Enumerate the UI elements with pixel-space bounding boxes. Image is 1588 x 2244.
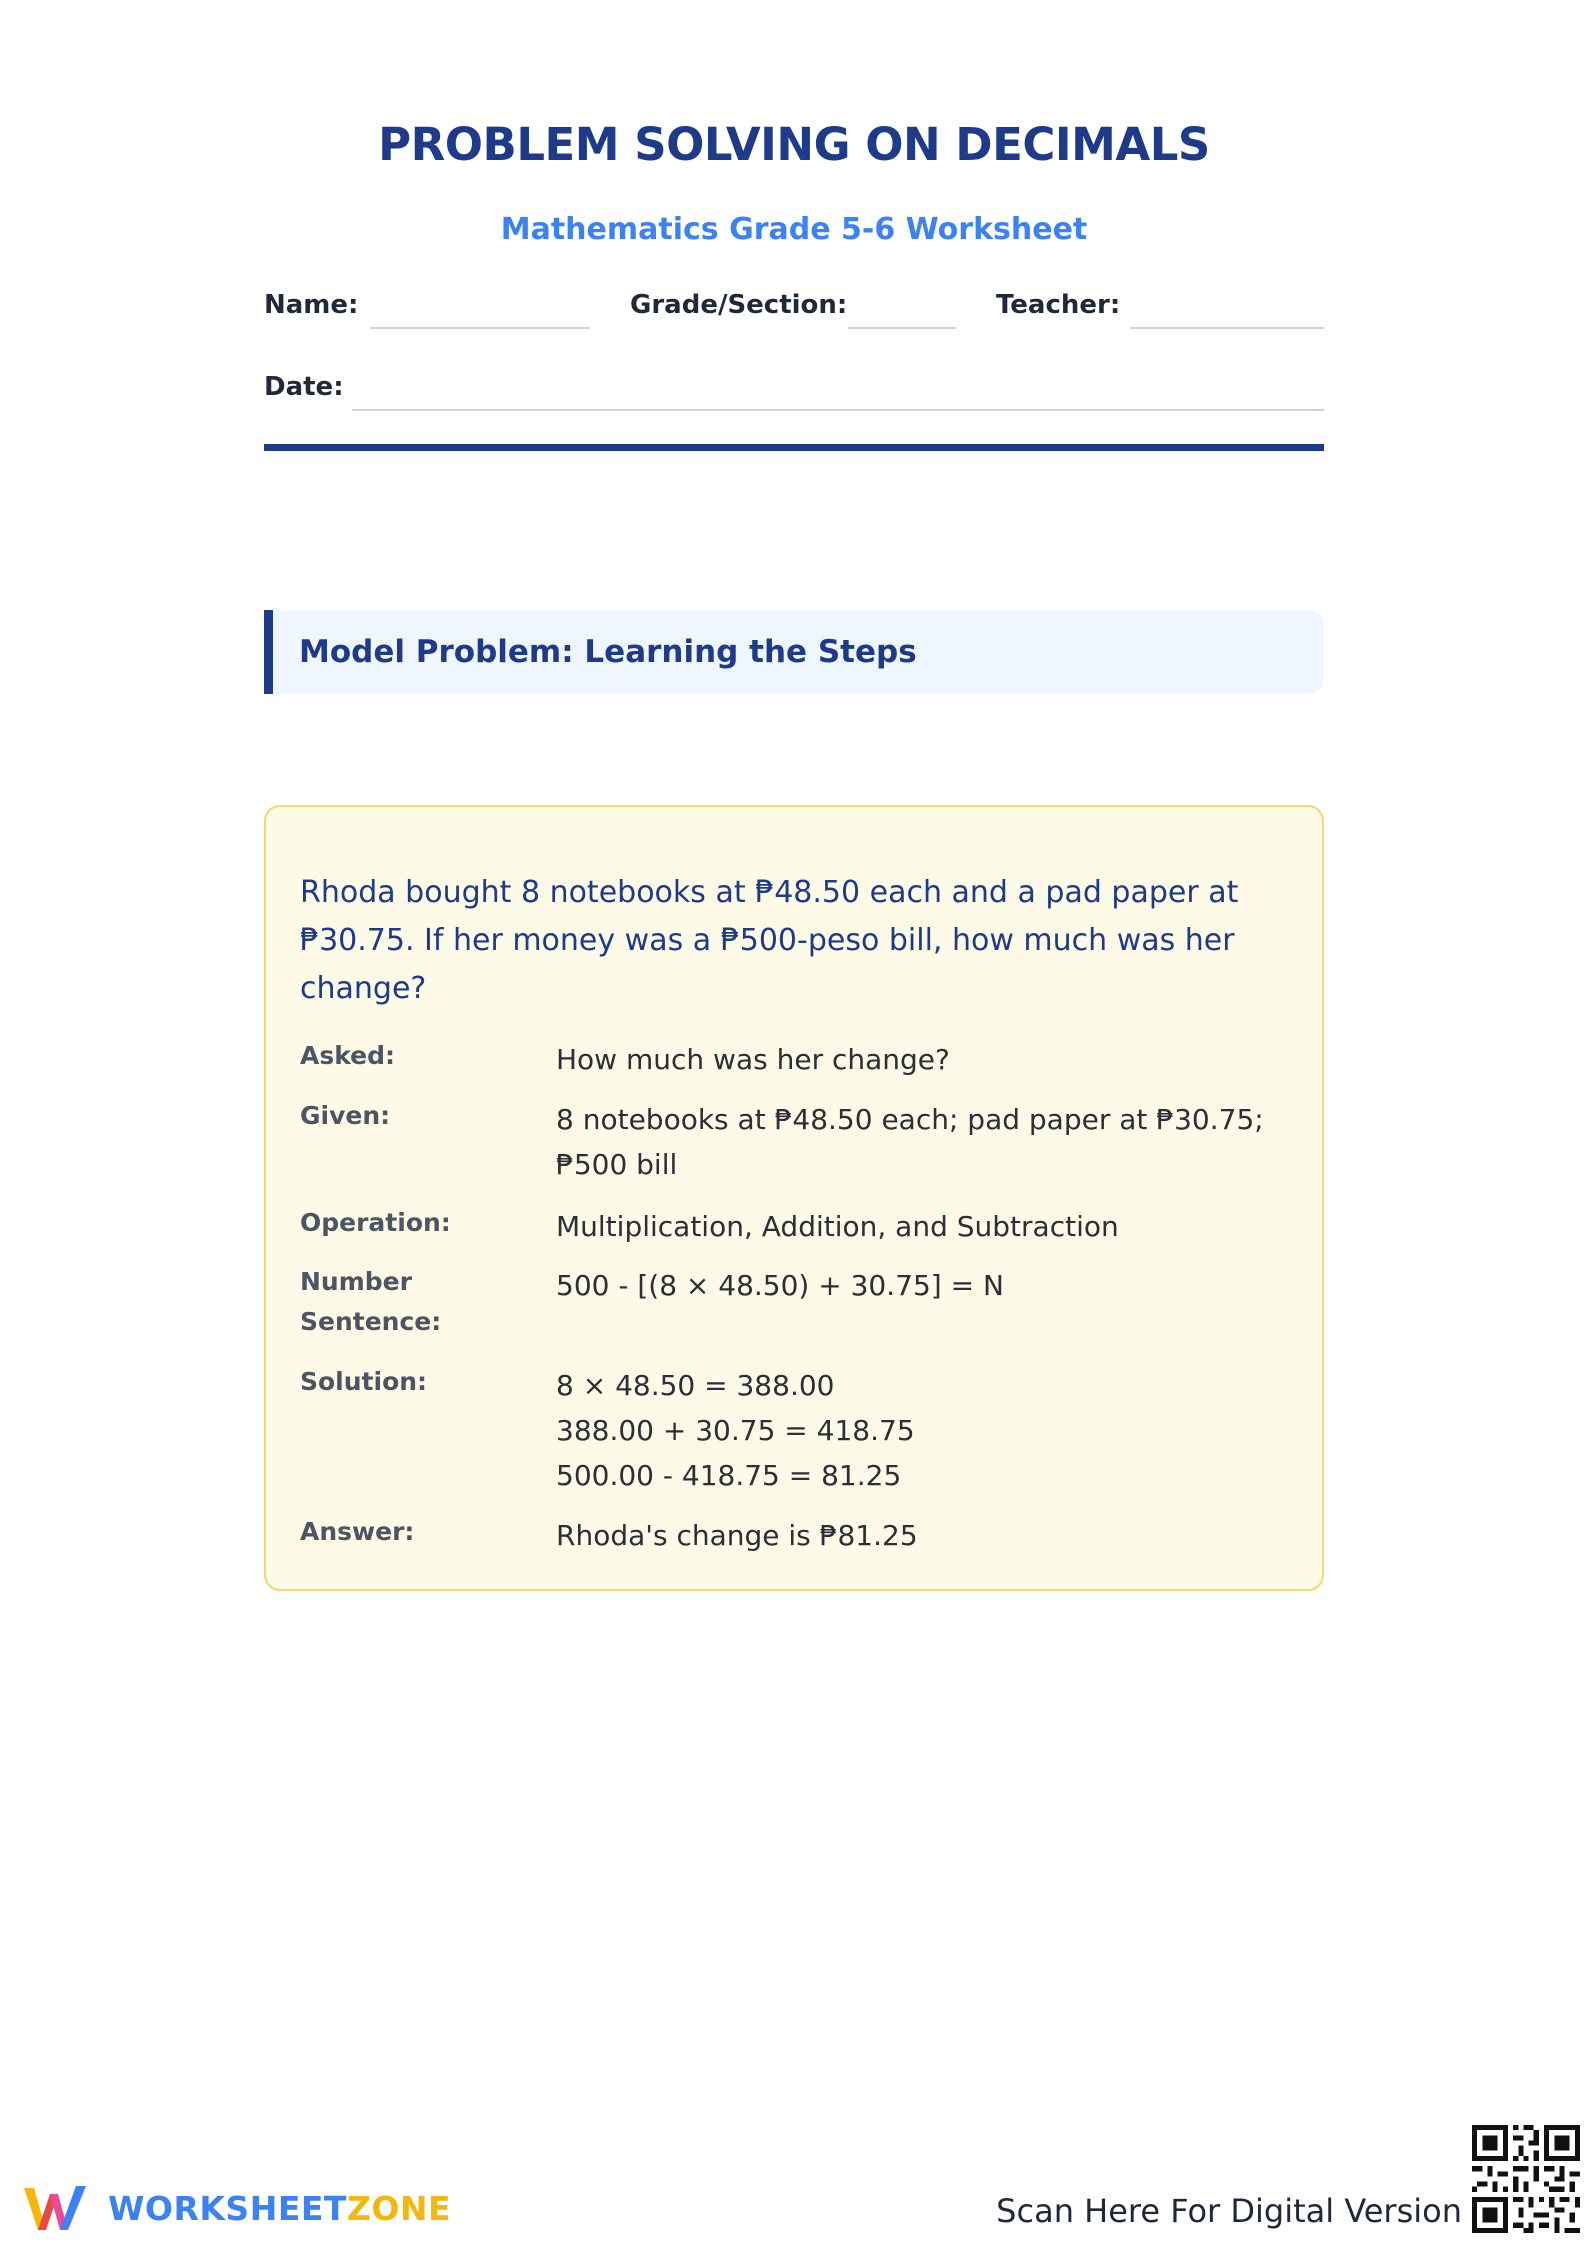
asked-value: How much was her change?	[556, 1043, 950, 1076]
answer-value: Rhoda's change is ₱81.25	[556, 1519, 918, 1552]
problem-statement: Rhoda bought 8 notebooks at ₱48.50 each and a pad paper at ₱30.75. If her money was a ₱500-peso bill, how much was her change?	[300, 875, 1239, 1006]
solution-step: 500.00 - 418.75 = 81.25	[556, 1459, 902, 1492]
teacher-field[interactable]	[1130, 327, 1324, 329]
solution-step: 8 × 48.50 = 388.00	[556, 1369, 835, 1402]
asked-label: Asked:	[300, 1041, 396, 1070]
name-field[interactable]	[370, 327, 590, 329]
number-sentence-label-line2: Sentence:	[300, 1307, 442, 1336]
section-header	[264, 610, 1324, 694]
solution-step: 388.00 + 30.75 = 418.75	[556, 1414, 915, 1447]
grade-section-field[interactable]	[848, 327, 956, 329]
number-sentence-value: 500 - [(8 × 48.50) + 30.75] = N	[556, 1269, 1004, 1302]
section-heading: Model Problem: Learning the Steps	[299, 634, 917, 670]
logo-text	[108, 2189, 451, 2228]
logo-text-part1: WORKSHEET	[108, 2188, 347, 2228]
solution-label: Solution:	[300, 1367, 428, 1396]
scan-instruction: Scan Here For Digital Version	[996, 2192, 1462, 2230]
answer-label: Answer:	[300, 1517, 415, 1546]
date-field[interactable]	[352, 409, 1324, 411]
number-sentence-label-line1: Number	[300, 1267, 412, 1296]
teacher-label: Teacher:	[996, 290, 1121, 320]
worksheetzone-logo[interactable]	[20, 2180, 451, 2236]
worksheetzone-w-logo-icon	[20, 2180, 92, 2236]
model-problem-box	[264, 805, 1324, 1591]
solution-steps	[556, 1363, 1296, 1498]
operation-label: Operation:	[300, 1208, 451, 1237]
given-label: Given:	[300, 1101, 391, 1130]
page-title: PROBLEM SOLVING ON DECIMALS	[378, 118, 1210, 171]
date-label: Date:	[264, 372, 344, 402]
page-subtitle: Mathematics Grade 5-6 Worksheet	[500, 212, 1088, 247]
name-label: Name:	[264, 290, 359, 320]
given-value: 8 notebooks at ₱48.50 each; pad paper at ₱30.75; ₱500 bill	[556, 1103, 1264, 1181]
logo-text-part2: ZONE	[346, 2188, 452, 2228]
header-divider	[264, 444, 1324, 451]
number-sentence-label	[300, 1262, 520, 1342]
operation-value: Multiplication, Addition, and Subtraction	[556, 1210, 1119, 1243]
qr-code-icon[interactable]	[1472, 2124, 1580, 2234]
grade-section-label: Grade/Section:	[630, 290, 848, 320]
